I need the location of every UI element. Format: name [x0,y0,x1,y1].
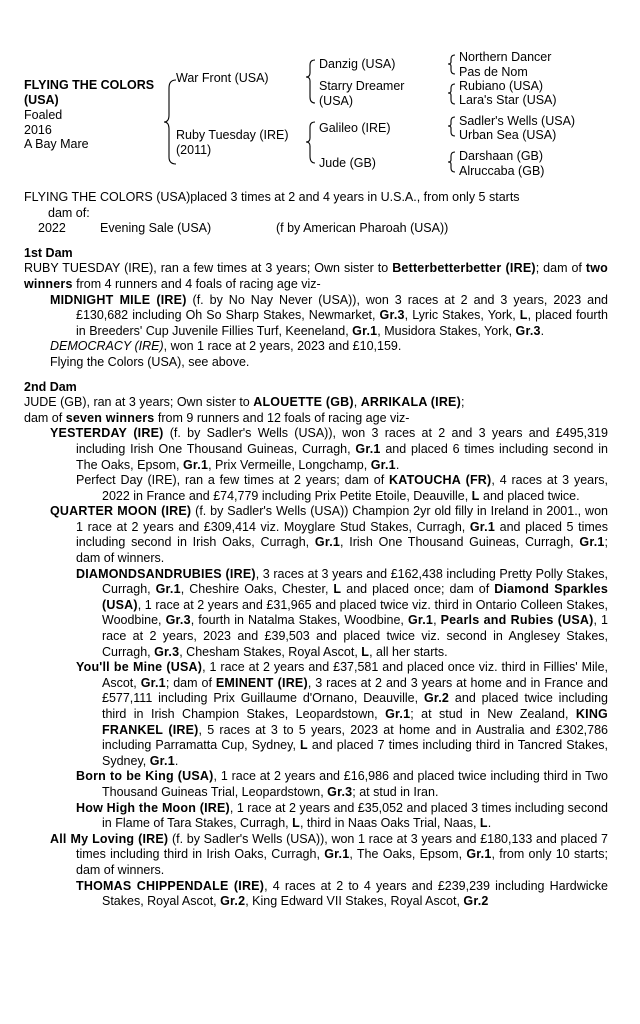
gg-5: Sadler's Wells (USA) [459,114,576,128]
produce-record [24,221,608,237]
second-dam-paragraph: JUDE (GB), ran at 3 years; Own sister to ALOUETTE (GB), ARRIKALA (IRE); [24,395,465,410]
sire-name: War Front (USA) [176,71,269,85]
catalogue-page [24,190,608,910]
second-dam-paragraph: THOMAS CHIPPENDALE (IRE), 4 races at 2 to 4 years and £239,239 including Hardwicke Stakes, Royal Ascot, Gr.2, King Edward VII Stakes, Royal Ascot, Gr.2 [76,878,608,909]
second-dam-paragraph: DIAMONDSANDRUBIES (IRE), 3 races at 3 years and £162,438 including Pretty Polly Stakes, Curragh, Gr.1, Cheshire Oaks, Chester, L and placed once; dam of Diamond Sparkles (USA), 1 race at 2 years and £31,965 and placed twice viz. third in Ontario Colleen Stakes, Woodbine, Gr.3, fourth in Natalma Stakes, Woodbine, Gr.1, Pearls and Rubies (USA), 1 race at 2 years, 2023 and £39,503 and placed twice viz. second in Anglesey Stakes, Curragh, Gr.3, Chesham Stakes, Royal Ascot, L, all her starts. [76,566,608,659]
gg-4: Lara's Star (USA) [459,93,557,107]
second-dam-paragraph: All My Loving (IRE) (f. by Sadler's Wells (USA)), won 1 race at 3 years and £180,133 and placed 7 times including third in Irish Oaks, Curragh, Gr.1, The Oaks, Epsom, Gr.1, from only 10 starts; dam of winners. [50,831,609,877]
second-dam-paragraph: dam of seven winners from 9 runners and 12 foals of racing age viz- [24,410,410,425]
pedigree-chart [0,0,640,190]
first-dam-paragraph: RUBY TUESDAY (IRE), ran a few times at 3 years; Own sister to Betterbetterbetter (IRE); dam of two winners from 4 runners and 4 foals of racing age viz- [24,261,608,291]
gg-1: Northern Dancer [459,50,552,64]
produce-year: 2022 [38,221,66,236]
produce-sire: (f by American Pharoah (USA)) [276,221,449,236]
second-dam-paragraph: Born to be King (USA), 1 race at 2 years and £16,986 and placed twice including third in Two Thousand Guineas Trial, Leopardstown, Gr.3; at stud in Iran. [76,769,608,799]
first-dam-paragraph: Flying the Colors (USA), see above. [50,354,250,369]
horse-description: A Bay Mare [24,137,89,151]
gg-7: Darshaan (GB) [459,149,544,163]
foaled-label: Foaled [24,108,63,122]
second-dam-paragraph: Perfect Day (IRE), ran a few times at 2 years; dam of KATOUCHA (FR), 4 races at 3 years, 2022 in France and £74,779 including Prix Petite Etoile, Deauville, L and placed twice. [76,473,608,503]
sire-sire-name: Danzig (USA) [319,57,396,71]
first-dam-section [24,261,608,370]
first-dam-paragraph: MIDNIGHT MILE (IRE) (f. by No Nay Never (USA)), won 3 races at 2 and 3 years, 2023 and £130,682 including Oh So Sharp Stakes, Newmarket, Gr.3, Lyric Stakes, York, L, placed fourth in Breeders' Cup Juvenile Fillies Turf, Keeneland, Gr.1, Musidora Stakes, York, Gr.3. [50,292,609,338]
second-dam-paragraph: You'll be Mine (USA), 1 race at 2 years and £37,581 and placed once viz. third in Fillies' Mile, Ascot, Gr.1; dam of EMINENT (IRE), 3 races at 2 and 3 years at home and in France and £577,111 including Prix Guillaume d'Ornano, Deauville, Gr.2 and placed twice including third in Irish Champion Stakes, Leopardstown, Gr.1; at stud in New Zealand, KING FRANKEL (IRE), 5 races at 3 to 5 years, 2023 at home and in Australia and £302,786 including Parramatta Cup, Sydney, L and placed 7 times including third in Tancred Stakes, Sydney, Gr.1. [76,660,609,768]
dam-name: Ruby Tuesday (IRE) (2011) [176,128,289,157]
foaled-year: 2016 [24,122,52,137]
gg-2: Pas de Nom [459,65,528,79]
gg-8: Alruccaba (GB) [459,164,545,178]
dam-dam-name: Jude (GB) [319,156,376,170]
first-dam-paragraph: DEMOCRACY (IRE), won 1 race at 2 years, 2023 and £10,159. [50,339,402,354]
second-dam-paragraph: QUARTER MOON (IRE) (f. by Sadler's Wells (USA)) Champion 2yr old filly in Ireland in 2001., won 1 race at 2 years and £309,414 viz. Moyglare Stud Stakes, Curragh, Gr.1 and placed 5 times including second in Irish Oaks, Curragh, Gr.1, Irish One Thousand Guineas, Curragh, Gr.1; dam of winners. [50,504,608,566]
produce-name: Evening Sale (USA) [100,221,212,236]
second-dam-title: 2nd Dam [24,379,77,394]
gg-3: Rubiano (USA) [459,79,544,93]
second-dam-paragraph: How High the Moon (IRE), 1 race at 2 years and £35,052 and placed 3 times including second in Flame of Tara Stakes, Curragh, L, third in Naas Oaks Trial, Naas, L. [76,800,608,831]
second-dam-section [24,395,608,910]
sire-dam-name: Starry Dreamer (USA) [319,79,405,108]
summary-line: FLYING THE COLORS (USA)placed 3 times at 2 and 4 years in U.S.A., from only 5 starts [24,190,520,204]
dam-sire-name: Galileo (IRE) [319,121,391,135]
gg-6: Urban Sea (USA) [459,128,557,142]
dam-of-label: dam of: [48,205,90,220]
second-dam-paragraph: YESTERDAY (IRE) (f. by Sadler's Wells (USA)), won 3 races at 2 and 3 years and £495,319 including Irish One Thousand Guineas, Curragh, Gr.1 and placed 6 times including second in The Oaks, Epsom, Gr.1, Prix Vermeille, Longchamp, Gr.1. [50,426,608,472]
horse-name: FLYING THE COLORS (USA) [24,78,155,107]
first-dam-title: 1st Dam [24,245,73,260]
